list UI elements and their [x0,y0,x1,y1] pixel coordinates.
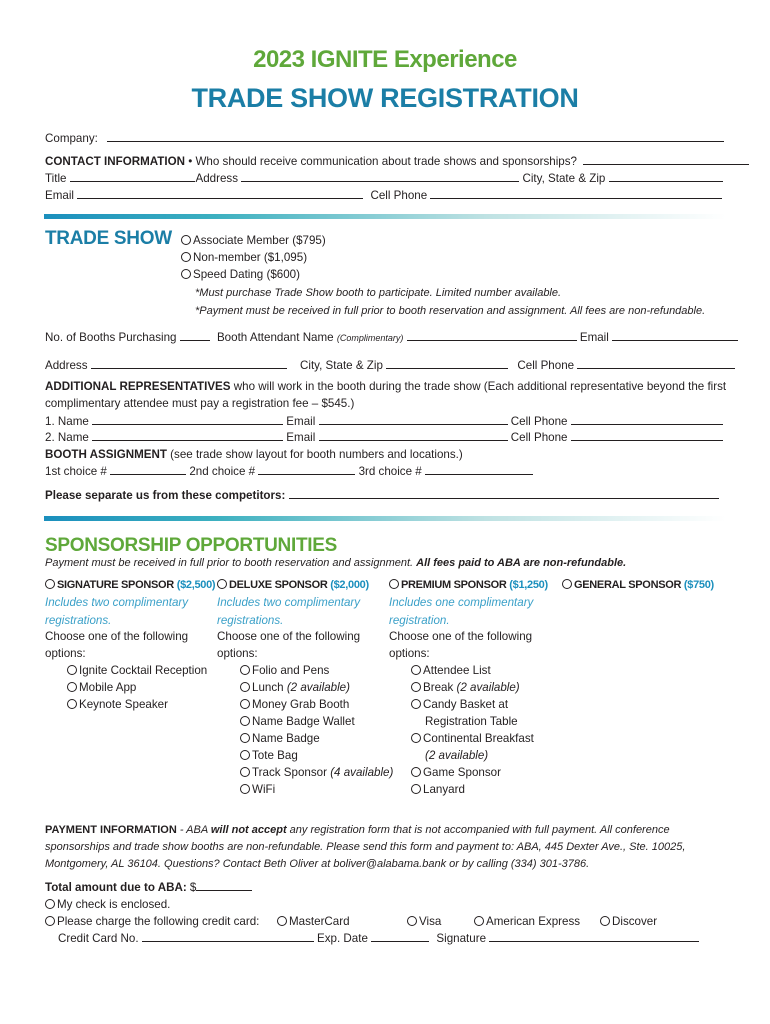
radio-circle-icon[interactable] [45,916,55,926]
premium-sponsor-option[interactable] [389,578,548,592]
choice1-label: 1st choice # [45,465,107,478]
booths-label: No. of Booths Purchasing [45,331,177,344]
option-label: Lunch [252,681,284,694]
rep2-name-label: 2. Name [45,431,89,444]
trade-show-note-2: *Payment must be received in full prior to booth reservation and assignment. All fees are non-refundable. [195,305,706,317]
deluxe-choose-2: options: [217,647,258,660]
radio-circle-icon[interactable] [45,899,55,909]
signature-includes-2: registrations. [45,614,112,627]
card-discover[interactable] [600,915,657,929]
attendant-address-label: Address [45,359,88,372]
card-label: MasterCard [289,915,350,928]
radio-circle-icon[interactable] [45,579,55,589]
booths-row [45,331,738,345]
radio-circle-icon[interactable] [181,235,191,245]
card-no-label: Credit Card No. [58,932,139,945]
city-state-zip-label: City, State & Zip [522,172,606,185]
attendant-cell-label: Cell Phone [517,359,575,372]
signature-includes-1: Includes two complimentary [45,596,189,609]
total-field[interactable] [196,889,252,891]
trade-show-option-associate[interactable] [181,234,326,248]
option-label: Non-member ($1,095) [193,251,308,264]
premium-includes-1: Includes one complimentary [389,596,534,609]
rep1-cell-label: Cell Phone [510,415,568,428]
event-title: 2023 IGNITE Experience [253,46,517,73]
option-note: (4 available) [326,766,394,779]
option-label: Candy Basket at [423,698,509,711]
option-label: Lanyard [423,783,465,796]
premium-choose-2: options: [389,647,430,660]
payment-line1-c: any registration form that is not accompanied with full payment. All conference [286,824,670,836]
contact-info-label: CONTACT INFORMATION [45,155,185,168]
radio-circle-icon[interactable] [240,733,250,743]
deluxe-includes-2: registrations. [217,614,284,627]
signature-choose-2: options: [45,647,86,660]
option-note: (2 available) [453,681,520,694]
option-label: Break [423,681,454,694]
rep1-row [45,415,723,429]
deluxe-choose-1: Choose one of the following [217,630,361,643]
premium-option-candy-basket-line2: Registration Table [425,715,518,728]
sponsorship-heading: SPONSORSHIP OPPORTUNITIES [45,535,337,556]
deluxe-option-name-badge[interactable] [240,732,320,746]
payment-label: PAYMENT INFORMATION [45,824,177,836]
competitors-label: Please separate us from these competitors: [45,489,286,502]
competitors-field[interactable] [289,497,719,499]
card-mastercard[interactable] [277,915,350,929]
rep2-cell-label: Cell Phone [510,431,568,444]
sponsor-price: ($2,500) [176,579,216,591]
deluxe-option-folio[interactable] [240,664,329,678]
option-label: Folio and Pens [252,664,330,677]
additional-reps-label: ADDITIONAL REPRESENTATIVES [45,380,231,393]
deluxe-option-money-grab[interactable] [240,698,349,712]
exp-field[interactable] [371,940,429,942]
attendant-email-label: Email [579,331,609,344]
radio-circle-icon[interactable] [411,733,421,743]
total-label: Total amount due to ABA: [45,881,187,894]
rep1-email-label: Email [286,415,316,428]
radio-circle-icon[interactable] [181,269,191,279]
choice3-label: 3rd choice # [358,465,422,478]
radio-circle-icon[interactable] [411,665,421,675]
email-field[interactable] [77,197,363,199]
rep2-name-field[interactable] [92,439,283,441]
card-amex[interactable] [474,915,580,929]
attendant-cell-field[interactable] [577,367,735,369]
radio-circle-icon[interactable] [67,682,77,692]
booth-assignment-text: (see trade show layout for booth numbers and locations.) [166,448,463,461]
cell-phone-label: Cell Phone [370,189,428,202]
premium-option-game-sponsor[interactable] [411,766,501,780]
option-label: Name Badge [252,732,320,745]
sponsor-name: PREMIUM SPONSOR [401,579,510,591]
radio-circle-icon[interactable] [600,916,610,926]
radio-circle-icon[interactable] [67,665,77,675]
radio-circle-icon[interactable] [411,682,421,692]
attendant-email-field[interactable] [612,339,738,341]
attendant-address-field[interactable] [91,367,287,369]
company-row [45,132,724,146]
deluxe-includes-1: Includes two complimentary [217,596,361,609]
deluxe-option-track-sponsor[interactable] [240,766,393,780]
company-field[interactable] [107,140,724,142]
rep2-email-field[interactable] [319,439,508,441]
contact-info-row [45,155,749,169]
signature-field[interactable] [489,940,699,942]
check-label: My check is enclosed. [57,898,171,911]
radio-circle-icon[interactable] [240,716,250,726]
sponsor-price: ($1,250) [509,579,548,591]
title-label: Title [45,172,67,185]
email-label: Email [45,189,74,202]
card-label: Visa [419,915,442,928]
sponsorship-note [45,556,626,570]
signature-choose-1: Choose one of the following [45,630,189,643]
radio-circle-icon[interactable] [181,252,191,262]
rep1-name-label: 1. Name [45,415,89,428]
contact-info-question: • Who should receive communication about trade shows and sponsorships? [184,155,577,168]
option-label: WiFi [252,783,276,796]
radio-circle-icon[interactable] [562,579,572,589]
option-label: Game Sponsor [423,766,501,779]
section-divider [44,214,726,219]
radio-circle-icon[interactable] [240,665,250,675]
radio-circle-icon[interactable] [411,767,421,777]
radio-circle-icon[interactable] [240,682,250,692]
deluxe-option-tote-bag[interactable] [240,749,298,763]
option-label: Continental Breakfast [423,732,534,745]
option-label: Ignite Cocktail Reception [79,664,208,677]
company-label: Company: [45,132,98,145]
exp-label: Exp. Date [317,932,368,945]
premium-includes-2: registration. [389,614,450,627]
radio-circle-icon[interactable] [407,916,417,926]
rep2-row [45,431,723,445]
radio-circle-icon[interactable] [240,699,250,709]
rep1-email-field[interactable] [319,423,508,425]
contact-info-field[interactable] [583,163,749,165]
competitors-row [45,489,719,503]
deluxe-sponsor-option[interactable] [217,578,369,592]
option-label: Speed Dating ($600) [193,268,300,281]
signature-label: Signature [436,932,487,945]
signature-sponsor-option[interactable] [45,578,215,592]
check-enclosed-option[interactable] [45,898,170,912]
choice2-label: 2nd choice # [189,465,256,478]
booth-choices-row [45,465,533,479]
premium-choose-1: Choose one of the following [389,630,533,643]
total-row [45,881,252,895]
sponsor-price: ($750) [683,579,714,591]
signature-option-mobile-app[interactable] [67,681,136,695]
additional-reps-line1 [45,380,726,394]
radio-circle-icon[interactable] [240,750,250,760]
card-no-field[interactable] [142,940,314,942]
card-label: Discover [612,915,658,928]
signature-option-cocktail[interactable] [67,664,207,678]
choice2-field[interactable] [258,473,355,475]
premium-option-candy-basket[interactable] [411,698,508,712]
option-label: Name Badge Wallet [252,715,355,728]
title-address-row [45,172,723,186]
trade-show-note-1: *Must purchase Trade Show booth to participate. Limited number available. [195,287,562,299]
trade-show-option-nonmember[interactable] [181,251,307,265]
payment-line-1 [45,823,670,837]
rep2-email-label: Email [286,431,316,444]
radio-circle-icon[interactable] [389,579,399,589]
radio-circle-icon[interactable] [240,784,250,794]
title-field[interactable] [70,180,195,182]
rep2-cell-field[interactable] [571,439,723,441]
premium-option-breakfast-note: (2 available) [425,749,489,762]
signature-option-keynote[interactable] [67,698,168,712]
payment-line-3: Montgomery, AL 36104. Questions? Contact Beth Oliver at boliver@alabama.bank or by calling (334) 301-3786. [45,858,590,870]
option-label: Keynote Speaker [79,698,168,711]
deluxe-option-badge-wallet[interactable] [240,715,355,729]
option-label: Tote Bag [252,749,298,762]
sponsor-name: SIGNATURE SPONSOR [57,579,177,591]
premium-option-lanyard[interactable] [411,783,465,797]
attendant-city-label: City, State & Zip [300,359,383,372]
radio-circle-icon[interactable] [411,784,421,794]
radio-circle-icon[interactable] [411,699,421,709]
email-phone-row [45,189,722,203]
additional-reps-text1: who will work in the booth during the trade show (Each additional representative beyond the first [230,380,727,393]
option-label: Associate Member ($795) [193,234,326,247]
payment-line-2: sponsorships and trade show booths are non-refundable. Please send this form and payment to: ABA, 445 Dexter Ave., Ste. 10025, [45,841,686,853]
option-label: Money Grab Booth [252,698,350,711]
radio-circle-icon[interactable] [240,767,250,777]
option-label: Mobile App [79,681,137,694]
booths-field[interactable] [180,339,210,341]
form-title: TRADE SHOW REGISTRATION [191,83,579,113]
payment-line1-b: will not accept [210,824,287,836]
attendant-city-field[interactable] [386,367,508,369]
booth-assignment-label: BOOTH ASSIGNMENT [45,448,167,461]
section-divider [44,516,726,521]
dollar-sign: $ [189,881,197,894]
address-label: Address [195,172,239,185]
trade-show-option-speed-dating[interactable] [181,268,300,282]
option-note: (2 available) [283,681,350,694]
radio-circle-icon[interactable] [277,916,287,926]
deluxe-option-lunch[interactable] [240,681,350,695]
radio-circle-icon[interactable] [217,579,227,589]
attendant-note: (Complimentary) [336,333,404,343]
cell-phone-field[interactable] [430,197,722,199]
attendant-label: Booth Attendant Name [216,331,334,344]
card-details-row [58,932,699,946]
rep1-cell-field[interactable] [571,423,723,425]
trade-show-heading: TRADE SHOW [45,228,172,249]
premium-option-attendee-list[interactable] [411,664,491,678]
deluxe-option-wifi[interactable] [240,783,275,797]
sponsorship-note-bold: All fees paid to ABA are non-refundable. [416,557,627,569]
card-label: American Express [486,915,581,928]
choice3-field[interactable] [425,473,533,475]
radio-circle-icon[interactable] [474,916,484,926]
attendant-name-field[interactable] [407,339,577,341]
booth-assignment-row [45,448,463,462]
additional-reps-line2: complimentary attendee must pay a registration fee – $545.) [45,397,355,410]
payment-line1-a: - ABA [176,824,211,836]
premium-option-continental-breakfast[interactable] [411,732,534,746]
choice1-field[interactable] [110,473,186,475]
option-label: Track Sponsor [252,766,327,779]
premium-option-break[interactable] [411,681,520,695]
general-sponsor-option[interactable] [562,578,714,592]
attendant-address-row [45,359,735,373]
city-state-zip-field[interactable] [609,180,723,182]
card-visa[interactable] [407,915,441,929]
charge-label: Please charge the following credit card: [57,915,260,928]
rep1-name-field[interactable] [92,423,283,425]
sponsor-name: GENERAL SPONSOR [574,579,684,591]
address-field[interactable] [241,180,519,182]
credit-card-option[interactable] [45,915,259,929]
option-label: Attendee List [423,664,491,677]
sponsor-price: ($2,000) [330,579,369,591]
sponsor-name: DELUXE SPONSOR [229,579,331,591]
radio-circle-icon[interactable] [67,699,77,709]
sponsorship-note-plain: Payment must be received in full prior to booth reservation and assignment. [45,557,417,569]
